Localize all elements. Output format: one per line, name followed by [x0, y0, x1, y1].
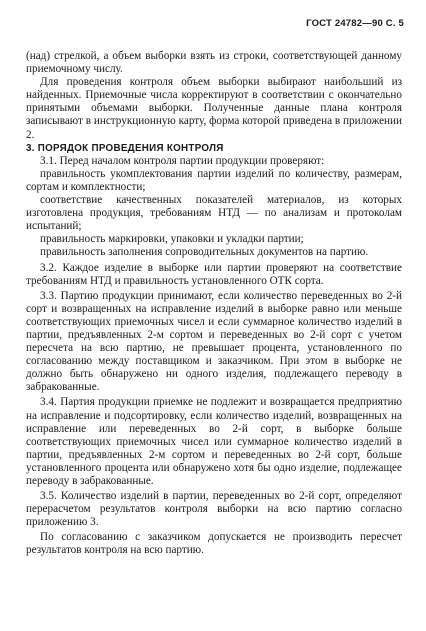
section-heading: 3. ПОРЯДОК ПРОВЕДЕНИЯ КОНТРОЛЯ — [26, 142, 224, 154]
clause-3-5: 3.5. Количество изделий в партии, переведенных во 2-й сорт, определяют перерасчетом результатов контроля выборки на всю партию согласно приложению 3. — [26, 490, 402, 529]
clause-3-4: 3.4. Партия продукции приемке не подлежит и возвращается предприятию на исправление и подсортировку, если количество изделий, возвращенных на исправление или переведенных во 2-й сорт, в выборке больше соответствующих приемочных чисел или суммарное количество изделий в партии, предъявленных 2-м сортом и переведенных во 2-й сорт, больше установленного процента или обнаружено хотя бы одно изделие, подлежащее переводу в забракованные. — [26, 396, 402, 487]
document-body — [26, 50, 402, 558]
clause-3-1-item-documents: правильность заполнения сопроводительных документов на партию. — [40, 246, 369, 259]
page-header: ГОСТ 24782—90 С. 5 — [306, 18, 404, 29]
clause-3-1-item-marking: правильность маркировки, упаковки и укладки партии; — [40, 233, 304, 246]
paragraph-continuation: (над) стрелкой, а объем выборки взять из строки, соответствующей данному приемочному числу. — [26, 50, 402, 76]
clause-3-5-note: По согласованию с заказчиком допускается не производить пересчет результатов контроля на всю партию. — [26, 531, 402, 557]
paragraph-sample-size: Для проведения контроля объем выборки выбирают наибольший из найденных. Приемочные числа корректируют в соответствии с окончательно принятыми объемами выборки. Полученные данные плана контроля записывают в инструкционную карту, форма которой приведена в приложении 2. — [26, 76, 402, 141]
clause-3-1-item-materials: соответствие качественных показателей материалов, из которых изготовлена продукция, требованиям НТД — по анализам и протоколам испытаний; — [26, 194, 402, 233]
clause-3-2: 3.2. Каждое изделие в выборке или партии проверяют на соответствие требованиям НТД и правильность установленного ОТК сорта. — [26, 261, 402, 287]
clause-3-3: 3.3. Партию продукции принимают, если количество переведенных во 2-й сорт и возвращенных на исправление изделий в выборке равно или меньше соответствующих приемочных чисел и если суммарное количество изделий в партии, предъявленных 2-м сортом и переведенных во 2-й сорт с учетом пересчета на всю партию, не превышает процента, установленного по согласованию между поставщиком и заказчиком. При этом в выборке не должно быть обнаружено ни одного изделия, подлежащего переводу в забракованные. — [26, 289, 402, 394]
clause-3-1: 3.1. Перед началом контроля партии продукции проверяют: — [40, 154, 325, 167]
clause-3-1-item-completeness: правильность укомплектования партии изделий по количеству, размерам, сортам и комплектности; — [26, 167, 402, 193]
